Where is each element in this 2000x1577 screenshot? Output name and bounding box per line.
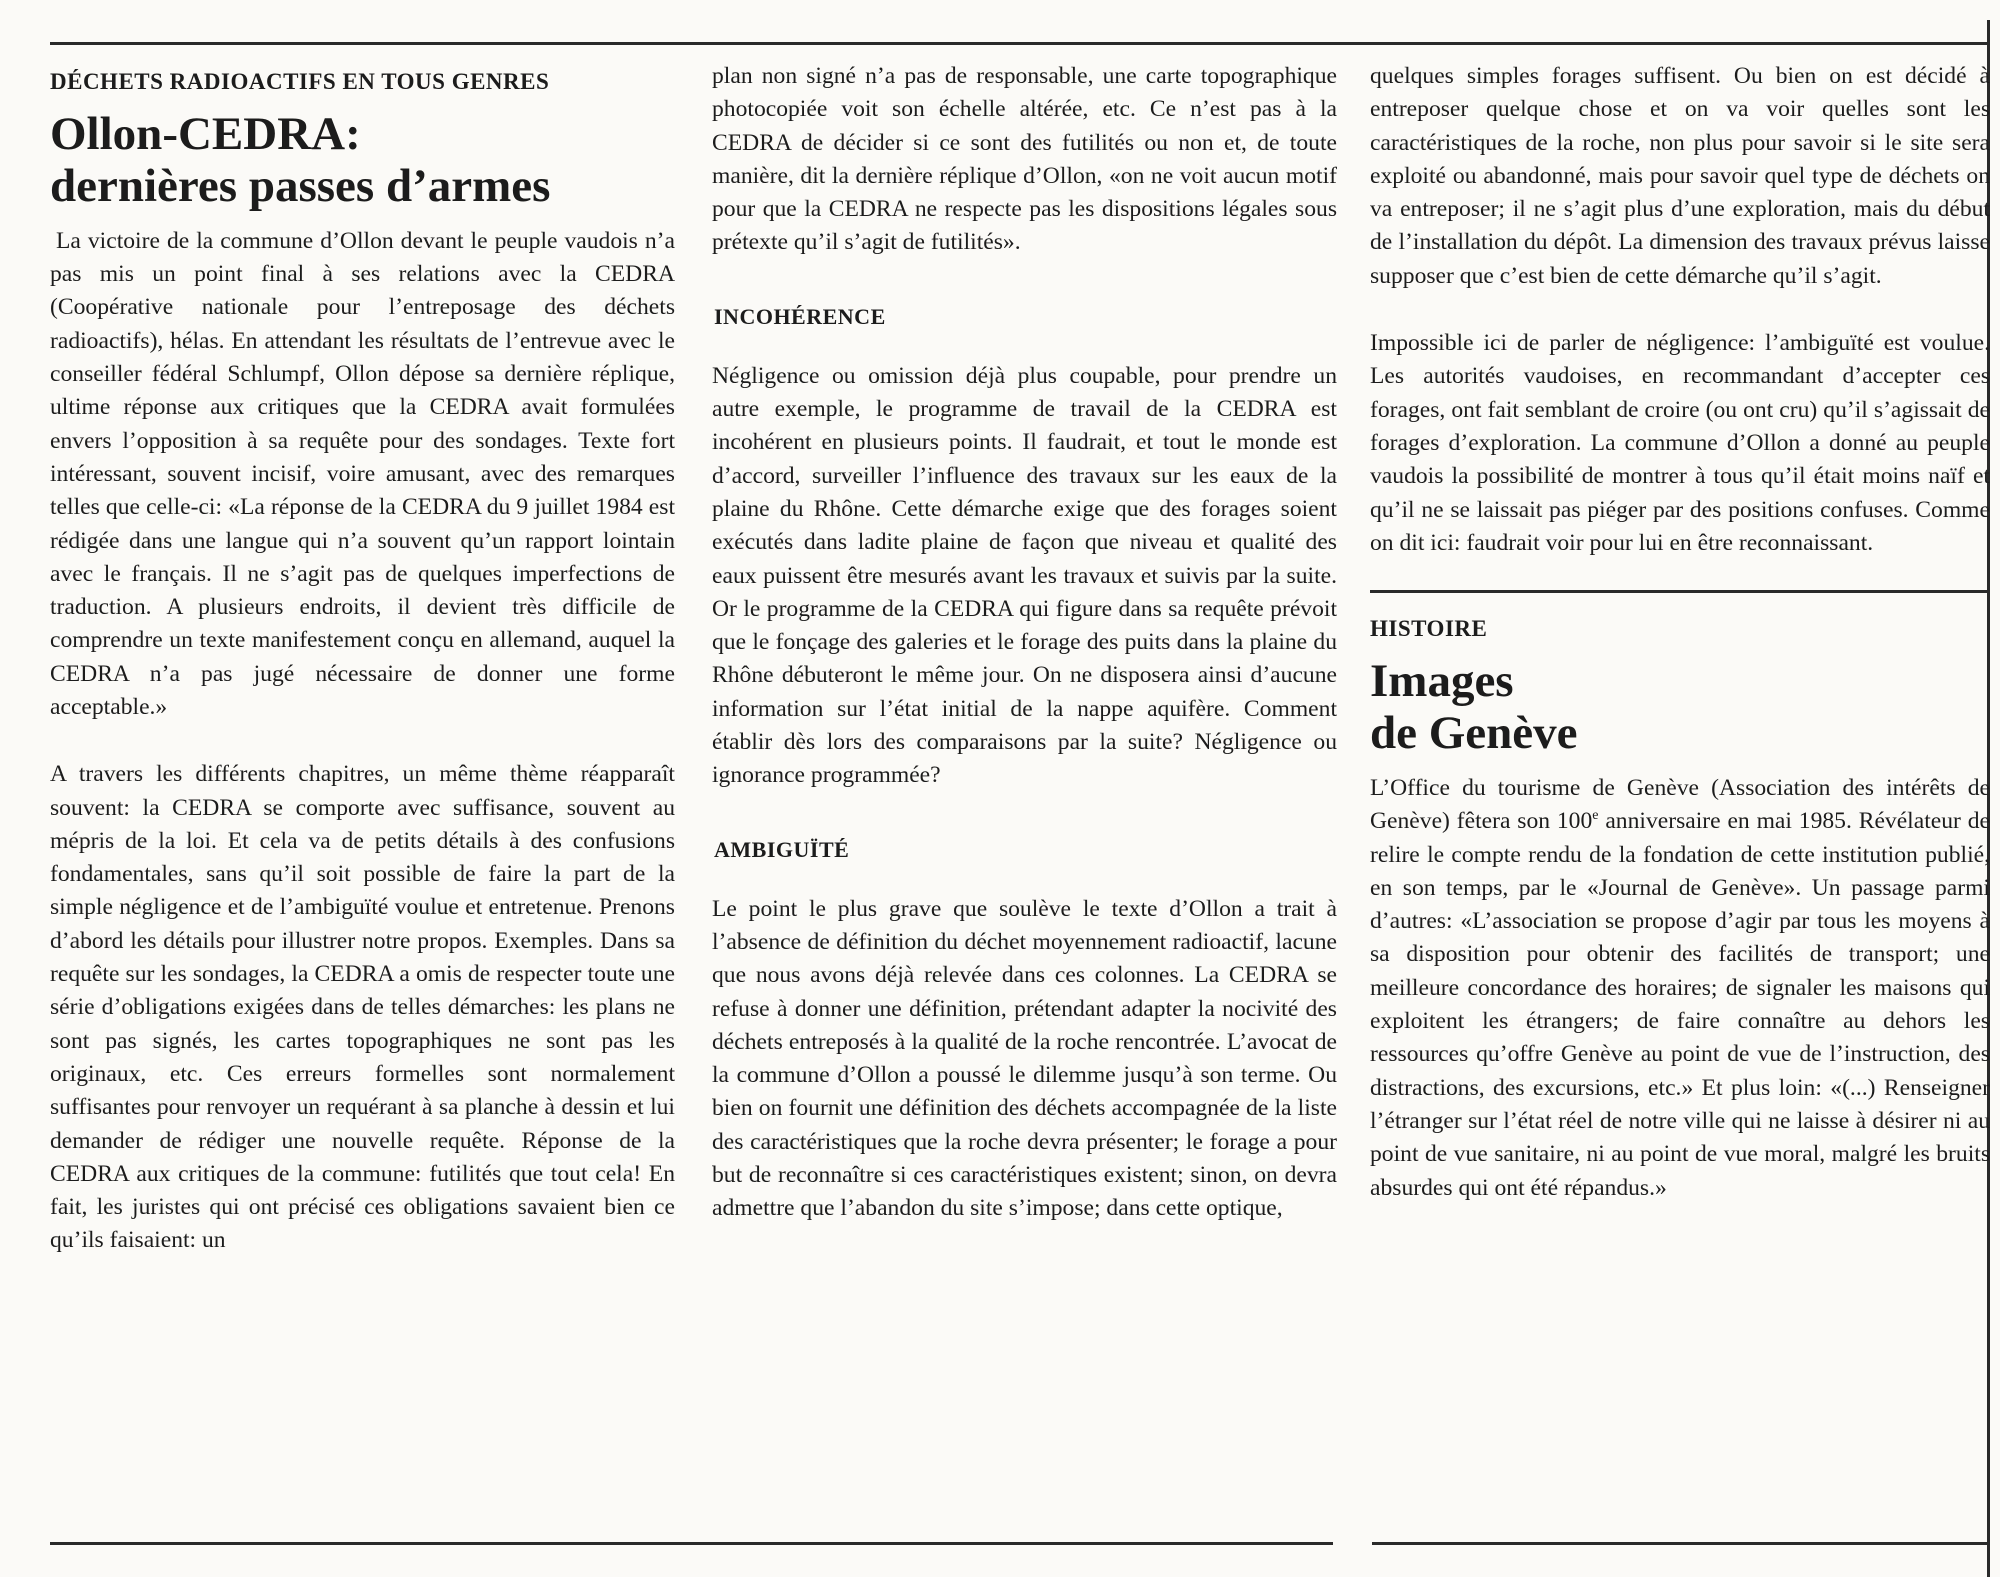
bottom-rule-left — [50, 1542, 1333, 1545]
headline-line-2: de Genève — [1370, 707, 1578, 760]
paragraph: quelques simples forages suffisent. Ou bien on est décidé à entreposer quelque chose et on va voir quelles sont les caractéristiques de la roche, non plus pour savoir si le site sera exploité ou abandonné, mais pour savoir quel type de déchets on va entreposer; il ne s’agit plus d’une exploration, mais du début de l’installation du dépôt. La dimension des travaux prévus laisse supposer que c’est bien de cette démarche qu’il s’agit. — [1370, 63, 1990, 289]
headline-line-2: dernières passes d’armes — [50, 160, 551, 213]
bottom-rule-right — [1372, 1542, 1987, 1545]
text-run: L’Office du tourisme de Genève (Association des intérêts de Genève) fêtera son 100 — [1370, 775, 1990, 835]
subheading-incoherence: INCOHÉRENCE — [714, 303, 886, 329]
paragraph — [1370, 772, 1990, 1205]
column-1 — [50, 60, 675, 1258]
paragraph: Impossible ici de parler de négligence: l’ambiguïté est voulue. Les autorités vaudoises, en recommandant d’accepter ces forages, ont fait semblant de croire (ou ont cru) qu’il s’agissait de forages d’exploration. La commune d’Ollon a donné au peuple vaudois la possibilité de montrer à tous qu’il était moins naïf et qu’il ne se laissait pas piéger par des positions confuses. Comme on dit ici: faudrait voir pour lui en être reconnaissant. — [1370, 330, 1990, 556]
section-divider — [1370, 590, 1990, 593]
headline-line-1: Ollon-CEDRA: — [50, 107, 361, 160]
paragraph: plan non signé n’a pas de responsable, une carte topographique photocopiée voit son échelle altérée, etc. Ce n’est pas à la CEDRA de décider si ce sont des futilités ou non et, de toute manière, dit la dernière réplique d’Ollon, «on ne voit aucun motif pour que la CEDRA ne respecte pas les dispositions légales sous prétexte qu’il s’agit de futilités». — [712, 63, 1337, 256]
column-3 — [1370, 60, 1990, 1205]
article-headline — [1370, 655, 1990, 760]
superscript: e — [1592, 808, 1599, 824]
top-rule — [50, 42, 1990, 45]
paragraph: Le point le plus grave que soulève le texte d’Ollon a trait à l’absence de définition du déchet moyennement radioactif, lacune que nous avons déjà relevée dans ces colonnes. La CEDRA se refuse à donner une définition, prétendant adapter la nocivité des déchets entreposés à la qualité de la roche rencontrée. L’avocat de la commune d’Ollon a poussé le dilemme jusqu’à son terme. Ou bien on fournit une définition des déchets accompagnée de la liste des caractéristiques que la roche devra présenter; le forage a pour but de reconnaître si ces caractéristiques existent; sinon, on devra admettre que l’abandon du site s’impose; dans cette optique, — [712, 895, 1337, 1222]
article-kicker: HISTOIRE — [1370, 616, 1488, 642]
headline-line-1: Images — [1370, 654, 1514, 707]
column-2 — [712, 60, 1337, 1226]
article-kicker: DÉCHETS RADIOACTIFS EN TOUS GENRES — [50, 69, 550, 94]
text-run: anniversaire en mai 1985. Révélateur de relire le compte rendu de la fondation de cette institution publié, en son temps, par le «Journal de Genève». Un passage parmi d’autres: «L’association se propose d’agir par tous les moyens à sa disposition pour obtenir des facilités de transport; une meilleure concordance des horaires; de signaler les maisons qui exploitent les étrangers; de faire connaître au dehors les ressources qu’offre Genève au point de vue de l’instruction, des distractions, des excursions, etc.» Et plus loin: «(...) Renseigner l’étranger sur l’état réel de notre ville qui ne laisse à désirer ni au point de vue sanitaire, ni au point de vue moral, malgré les bruits absurdes qui ont été répandus.» — [1370, 808, 1990, 1201]
subheading-ambiguite: AMBIGUÏTÉ — [714, 836, 850, 862]
paragraph: A travers les différents chapitres, un même thème réapparaît souvent: la CEDRA se comporte avec suffisance, souvent au mépris de la loi. Et cela va de petits détails à des confusions fondamentales, sans qu’il soit possible de faire la part de la simple négligence et de l’ambiguïté voulue et entretenue. Prenons d’abord les détails pour illustrer notre propos. Exemples. Dans sa requête sur les sondages, la CEDRA a omis de respecter toute une série d’obligations exigées dans de telles démarches: les plans ne sont pas signés, les cartes topographiques ne sont pas les originaux, etc. Ces erreurs formelles sont normalement suffisantes pour renvoyer un requérant à sa planche à dessin et lui demander de rédiger une nouvelle requête. Réponse de la CEDRA aux critiques de la commune: futilités que tout cela! En fait, les juristes qui ont précisé ces obligations savaient bien ce qu’ils faisaient: un — [50, 761, 675, 1254]
article-headline — [50, 108, 675, 213]
paragraph: Négligence ou omission déjà plus coupable, pour prendre un autre exemple, le programme de travail de la CEDRA est incohérent en plusieurs points. Il faudrait, et tout le monde est d’accord, surveiller l’influence des travaux sur les eaux de la plaine du Rhône. Cette démarche exige que des forages soient exécutés dans ladite plaine de façon que niveau et qualité des eaux puissent être mesurés avant les travaux et suivis par la suite. Or le programme de la CEDRA qui figure dans sa requête prévoit que le fonçage des galeries et le forage des puits dans la plaine du Rhône débuteront le même jour. On ne disposera ainsi d’aucune information sur l’état initial de la nappe aquifère. Comment établir dès lors des comparaisons par la suite? Négligence ou ignorance programmée? — [712, 362, 1337, 789]
paragraph: La victoire de la commune d’Ollon devant le peuple vaudois n’a pas mis un point final à ses relations avec la CEDRA (Coopérative nationale pour l’entreposage des déchets radioactifs), hélas. En attendant les résultats de l’entrevue avec le conseiller fédéral Schlumpf, Ollon dépose sa dernière réplique, ultime réponse aux critiques que la CEDRA avait formulées envers l’opposition à sa requête pour des sondages. Texte fort intéressant, souvent incisif, voire amusant, avec des remarques telles que celle-ci: «La réponse de la CEDRA du 9 juillet 1984 est rédigée dans une langue qui n’a souvent qu’un rapport lointain avec le français. Il ne s’agit pas de quelques imperfections de traduction. A plusieurs endroits, il devient très difficile de comprendre un texte manifestement conçu en allemand, auquel la CEDRA n’a pas jugé nécessaire de donner une forme acceptable.» — [50, 227, 675, 720]
